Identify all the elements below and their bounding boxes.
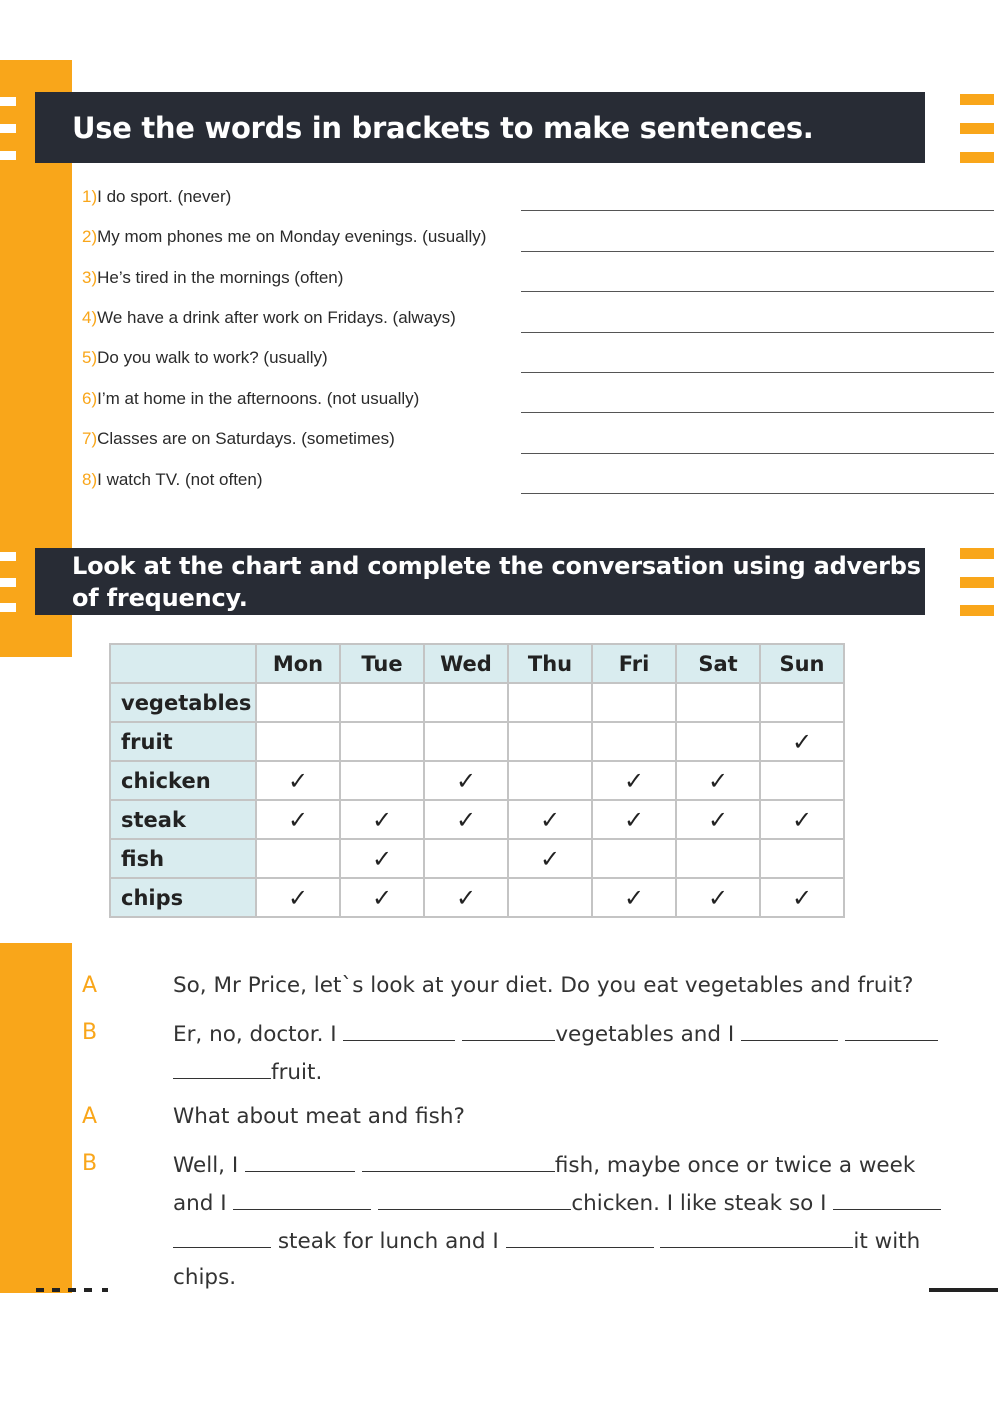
chart-mark [340, 761, 424, 800]
chart-mark [760, 761, 844, 800]
answer-blank[interactable] [173, 1058, 271, 1079]
answer-blank[interactable] [506, 1227, 654, 1248]
chart-mark: ✓ [676, 761, 760, 800]
question-text: Do you walk to work? (usually) [97, 348, 328, 367]
deco-dash [960, 123, 994, 134]
question-7 [82, 429, 395, 459]
chart-day-header: Tue [340, 644, 424, 683]
answer-blank[interactable] [462, 1020, 555, 1041]
dialogue-line [173, 1189, 941, 1216]
section1-title: Use the words in brackets to make sentences. [35, 92, 925, 163]
question-text: I do sport. (never) [97, 187, 232, 206]
chart-day-header: Fri [592, 644, 676, 683]
section2-title-line2: of frequency. [72, 584, 248, 612]
answer-line-5[interactable] [521, 372, 994, 373]
dialogue-text: vegetables and I [555, 1022, 735, 1047]
answer-line-3[interactable] [521, 291, 994, 292]
chart-day-header: Thu [508, 644, 592, 683]
dialogue-line [173, 1020, 938, 1047]
chart-day-header: Mon [256, 644, 340, 683]
chart-mark [508, 761, 592, 800]
section2-title-line1: Look at the chart and complete the conversation using adverbs [72, 552, 921, 580]
dialogue-text: Well, I [173, 1153, 239, 1178]
dialogue-text: and I [173, 1191, 227, 1216]
question-1 [82, 187, 231, 217]
speaker-label: B [82, 1020, 98, 1045]
footer-dash [929, 1288, 998, 1292]
chart-food-label: chips [110, 878, 256, 917]
chart-mark [424, 722, 508, 761]
answer-blank[interactable] [378, 1189, 571, 1210]
chart-mark: ✓ [592, 761, 676, 800]
chart-mark: ✓ [424, 878, 508, 917]
answer-line-1[interactable] [521, 210, 994, 211]
question-text: Classes are on Saturdays. (sometimes) [97, 429, 395, 448]
dialogue-text: fruit. [271, 1060, 323, 1085]
answer-blank[interactable] [233, 1189, 371, 1210]
answer-blank[interactable] [245, 1151, 355, 1172]
chart-mark [340, 683, 424, 722]
chart-mark: ✓ [760, 800, 844, 839]
dialogue-text: it with [853, 1229, 921, 1254]
chart-row-vegetables [110, 683, 844, 722]
chart-row-steak [110, 800, 844, 839]
deco-dash [0, 151, 16, 160]
question-5 [82, 348, 328, 378]
question-number: 4) [82, 308, 98, 327]
dialogue-text: chicken. I like steak so I [571, 1191, 827, 1216]
answer-blank[interactable] [741, 1020, 838, 1041]
deco-dash [960, 605, 994, 616]
answer-blank[interactable] [845, 1020, 938, 1041]
food-frequency-chart [109, 643, 845, 918]
chart-mark: ✓ [592, 800, 676, 839]
question-number: 2) [82, 227, 98, 246]
chart-mark [508, 878, 592, 917]
chart-food-label: vegetables [110, 683, 256, 722]
dialogue-text: Er, no, doctor. I [173, 1022, 337, 1047]
chart-corner-cell [110, 644, 256, 683]
deco-dash [0, 97, 16, 106]
chart-mark [424, 839, 508, 878]
answer-blank[interactable] [343, 1020, 455, 1041]
question-number: 8) [82, 470, 98, 489]
answer-blank[interactable] [362, 1151, 555, 1172]
chart-mark [424, 683, 508, 722]
chart-mark [340, 722, 424, 761]
chart-row-fruit [110, 722, 844, 761]
chart-mark [760, 839, 844, 878]
chart-mark [256, 839, 340, 878]
deco-dash [0, 603, 16, 612]
chart-row-fish [110, 839, 844, 878]
chart-mark: ✓ [256, 878, 340, 917]
question-text: I’m at home in the afternoons. (not usually) [97, 389, 420, 408]
question-number: 3) [82, 268, 98, 287]
footer-dash [84, 1288, 92, 1292]
chart-mark [256, 722, 340, 761]
dialogue-line: So, Mr Price, let`s look at your diet. Do you eat vegetables and fruit? [173, 973, 914, 998]
footer-dash [52, 1288, 60, 1292]
chart-mark: ✓ [256, 761, 340, 800]
chart-mark: ✓ [424, 761, 508, 800]
chart-food-label: steak [110, 800, 256, 839]
chart-mark: ✓ [760, 878, 844, 917]
footer-dash [68, 1288, 76, 1292]
chart-mark [760, 683, 844, 722]
answer-blank[interactable] [833, 1189, 941, 1210]
question-2 [82, 227, 486, 257]
footer-dash [102, 1288, 108, 1292]
answer-line-4[interactable] [521, 332, 994, 333]
chart-mark: ✓ [340, 839, 424, 878]
question-number: 1) [82, 187, 98, 206]
chart-day-header: Sat [676, 644, 760, 683]
chart-day-header: Sun [760, 644, 844, 683]
answer-line-8[interactable] [521, 493, 994, 494]
dialogue-line [173, 1227, 920, 1254]
question-text: My mom phones me on Monday evenings. (usually) [97, 227, 487, 246]
chart-row-chips [110, 878, 844, 917]
dialogue-text: fish, maybe once or twice a week [554, 1153, 916, 1178]
dialogue-text: steak for lunch and I [277, 1229, 499, 1254]
speaker-label: A [82, 1104, 98, 1129]
deco-dash [960, 152, 994, 163]
question-6 [82, 389, 419, 419]
chart-mark: ✓ [340, 878, 424, 917]
question-text: I watch TV. (not often) [97, 470, 263, 489]
chart-food-label: fruit [110, 722, 256, 761]
chart-mark [676, 722, 760, 761]
dialogue-line [173, 1058, 322, 1085]
answer-line-2[interactable] [521, 251, 994, 252]
chart-mark: ✓ [424, 800, 508, 839]
chart-food-label: fish [110, 839, 256, 878]
chart-header-row [110, 644, 844, 683]
answer-line-7[interactable] [521, 453, 994, 454]
question-4 [82, 308, 456, 338]
chart-food-label: chicken [110, 761, 256, 800]
chart-mark [256, 683, 340, 722]
question-number: 7) [82, 429, 98, 448]
chart-mark [676, 683, 760, 722]
chart-mark: ✓ [340, 800, 424, 839]
answer-line-6[interactable] [521, 412, 994, 413]
chart-row-chicken [110, 761, 844, 800]
chart-mark [676, 839, 760, 878]
answer-blank[interactable] [660, 1227, 853, 1248]
speaker-label: B [82, 1151, 98, 1176]
question-text: We have a drink after work on Fridays. (always) [97, 308, 456, 327]
question-number: 6) [82, 389, 98, 408]
chart-mark [592, 722, 676, 761]
dialogue-line: What about meat and fish? [173, 1104, 465, 1129]
deco-dash [960, 577, 994, 588]
chart-mark: ✓ [256, 800, 340, 839]
question-3 [82, 268, 343, 298]
footer-dash [36, 1288, 44, 1292]
page-bottom-blank [0, 1293, 1000, 1413]
chart-mark: ✓ [676, 800, 760, 839]
answer-blank[interactable] [173, 1227, 271, 1248]
dialogue-line: chips. [173, 1265, 237, 1290]
deco-dash [0, 124, 16, 133]
chart-mark: ✓ [508, 800, 592, 839]
chart-day-header: Wed [424, 644, 508, 683]
chart-mark: ✓ [508, 839, 592, 878]
question-text: He’s tired in the mornings (often) [97, 268, 344, 287]
chart-mark [592, 839, 676, 878]
question-number: 5) [82, 348, 98, 367]
deco-dash [960, 94, 994, 105]
deco-dash [960, 548, 994, 559]
chart-mark [508, 722, 592, 761]
deco-dash [0, 578, 16, 587]
speaker-label: A [82, 973, 98, 998]
left-orange-bar-lower [0, 943, 72, 1293]
chart-mark: ✓ [760, 722, 844, 761]
dialogue-line [173, 1151, 915, 1178]
chart-mark: ✓ [676, 878, 760, 917]
deco-dash [0, 552, 16, 561]
chart-mark [508, 683, 592, 722]
section2-title [35, 548, 925, 615]
chart-mark [592, 683, 676, 722]
question-8 [82, 470, 263, 500]
chart-mark: ✓ [592, 878, 676, 917]
